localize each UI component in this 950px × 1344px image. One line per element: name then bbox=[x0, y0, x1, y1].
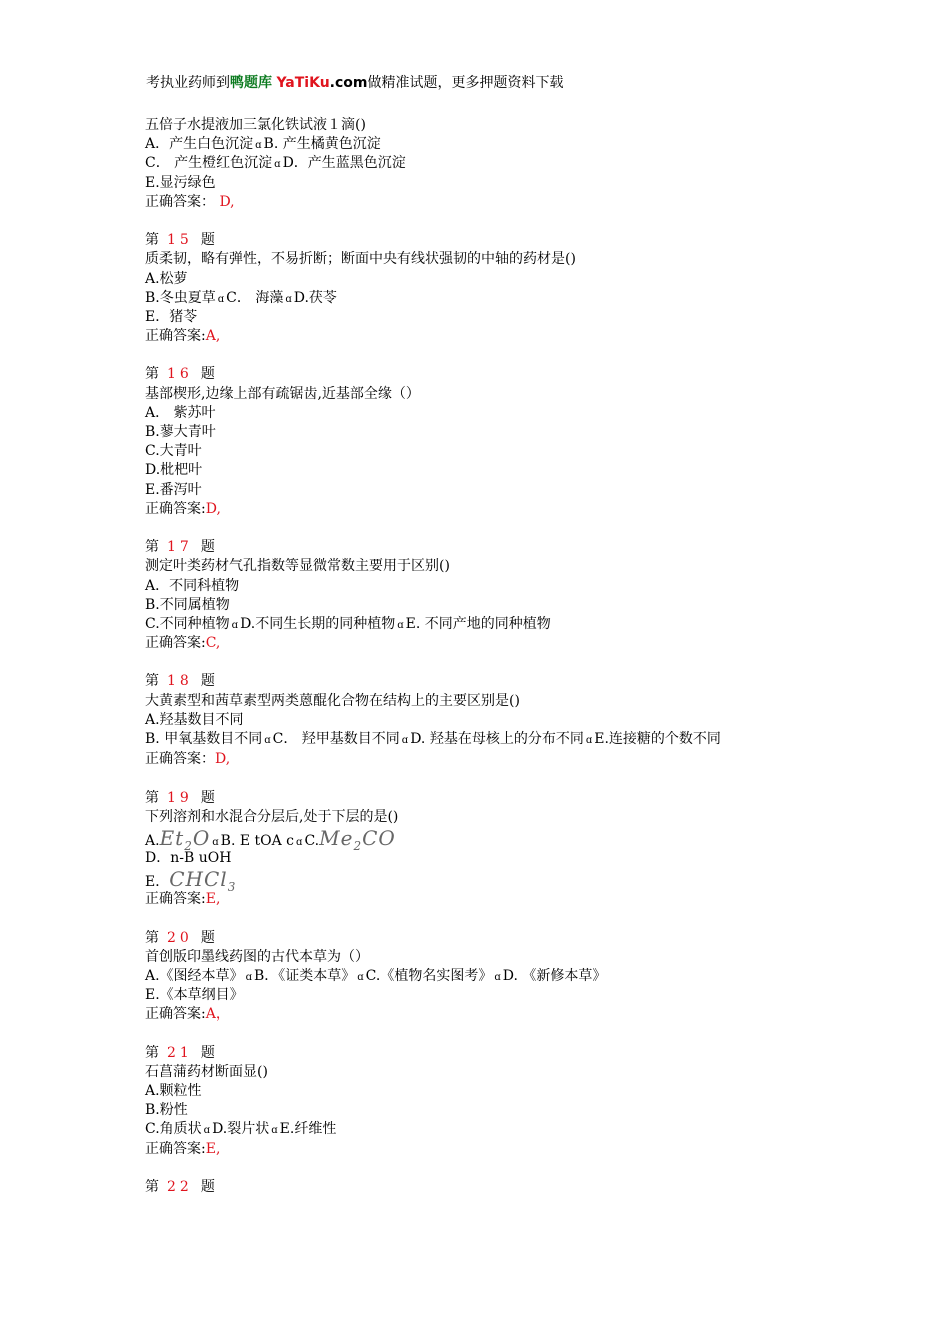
option-line bbox=[145, 289, 825, 308]
answer-label: 正确答案: bbox=[145, 1140, 206, 1157]
title-suffix: 题 bbox=[200, 1044, 215, 1061]
question-stem: 下列溶剂和水混合分层后,处于下层的是() bbox=[145, 808, 399, 825]
brand-domain[interactable]: .com bbox=[329, 75, 368, 91]
question-title bbox=[145, 231, 825, 250]
answer-value: D, bbox=[215, 751, 231, 768]
question-stem: 首创版印墨线药图的古代本草为（） bbox=[145, 948, 369, 965]
option-e: E.《本草纲目》 bbox=[145, 987, 244, 1004]
question-list bbox=[145, 116, 825, 1197]
option-b: B.冬虫夏草 bbox=[145, 289, 216, 306]
separator-glyph: ɑ bbox=[401, 735, 409, 746]
answer-line bbox=[145, 634, 825, 653]
option-line bbox=[145, 867, 825, 895]
title-suffix: 题 bbox=[200, 789, 215, 806]
option-e: E.纤维性 bbox=[279, 1121, 337, 1138]
option-d: D.茯苓 bbox=[293, 289, 337, 306]
title-suffix: 题 bbox=[200, 232, 215, 249]
separator-glyph: ɑ bbox=[271, 1125, 278, 1137]
title-prefix: 第 bbox=[145, 929, 159, 946]
separator-glyph: ɑ bbox=[231, 619, 239, 631]
answer-label: 正确答案: bbox=[145, 635, 206, 652]
question-stem: 石菖蒲药材断面显() bbox=[145, 1063, 268, 1080]
option-d: D.不同生长期的同种植物 bbox=[240, 615, 396, 632]
answer-line bbox=[145, 890, 825, 909]
header-prefix: 考执业药师到 bbox=[146, 75, 230, 91]
answer-value: C, bbox=[205, 635, 221, 652]
option-d: D．n-B uOH bbox=[145, 849, 232, 866]
option-e: E.连接糖的个数不同 bbox=[594, 731, 721, 747]
answer-line bbox=[145, 193, 825, 212]
question-title bbox=[145, 538, 825, 557]
option-a: A.颗粒性 bbox=[145, 1083, 202, 1100]
answer-value: D, bbox=[219, 193, 235, 210]
option-e: E. 不同产地的同种植物 bbox=[405, 615, 551, 632]
separator-glyph: ɑ bbox=[203, 1125, 211, 1137]
separator-glyph: ɑ bbox=[217, 293, 225, 305]
option-b: B.粉性 bbox=[145, 1102, 188, 1119]
option-c: C． 海藻 bbox=[226, 289, 284, 306]
option-d: D. 《新修本草》 bbox=[502, 967, 607, 984]
answer-label: 正确答案: bbox=[145, 328, 206, 345]
title-prefix: 第 bbox=[145, 1044, 159, 1061]
option-b: B.不同属植物 bbox=[145, 596, 230, 613]
question-title bbox=[145, 1178, 825, 1197]
answer-line bbox=[145, 1005, 825, 1024]
title-prefix: 第 bbox=[145, 673, 159, 690]
option-b: B．《证类本草》 bbox=[253, 967, 356, 984]
question-title bbox=[145, 365, 825, 384]
answer-line bbox=[145, 500, 825, 519]
question-number: 17 bbox=[167, 539, 193, 556]
question-number: 15 bbox=[167, 232, 193, 249]
title-suffix: 题 bbox=[200, 673, 215, 690]
option-a-label: A. bbox=[145, 832, 160, 849]
title-prefix: 第 bbox=[145, 232, 159, 249]
title-prefix: 第 bbox=[145, 366, 159, 383]
formula-et2o: $Et_2O$ bbox=[159, 825, 211, 853]
title-prefix: 第 bbox=[145, 789, 159, 806]
option-line bbox=[145, 730, 825, 750]
separator-glyph: ɑ bbox=[285, 293, 292, 305]
separator-glyph: ɑ bbox=[585, 735, 593, 746]
question-stem: 基部楔形,边缘上部有疏锯齿,近基部全缘（） bbox=[145, 385, 420, 402]
question-number: 19 bbox=[167, 789, 193, 806]
answer-value: E, bbox=[205, 1140, 221, 1157]
option-c: C.《植物名实图考》 bbox=[365, 967, 493, 984]
separator-glyph: ɑ bbox=[494, 971, 501, 983]
option-b: B. 产生橘黄色沉淀 bbox=[263, 136, 381, 153]
option-a: A.羟基数目不同 bbox=[145, 711, 244, 728]
option-b: B. E tOA c bbox=[220, 832, 295, 849]
question-title bbox=[145, 929, 825, 948]
title-suffix: 题 bbox=[200, 929, 215, 946]
option-line bbox=[145, 615, 825, 634]
option-c: C.角质状 bbox=[145, 1121, 202, 1138]
question-stem: 大黄素型和茜草素型两类蒽醌化合物在结构上的主要区别是() bbox=[145, 692, 520, 709]
question-number: 22 bbox=[167, 1178, 193, 1195]
option-d: D.裂片状 bbox=[212, 1121, 270, 1138]
separator-glyph: ɑ bbox=[255, 140, 262, 152]
option-a: A.《图经本草》 bbox=[145, 967, 244, 984]
header-suffix: 做精准试题，更多押题资料下载 bbox=[367, 75, 564, 91]
question-stem: 测定叶类药材气孔指数等显微常数主要用于区别() bbox=[145, 558, 450, 575]
question-stem: 五倍子水提液加三氯化铁试液１滴() bbox=[145, 117, 366, 133]
separator-glyph: ɑ bbox=[274, 159, 281, 171]
option-e-label: E． bbox=[145, 874, 170, 891]
answer-value: A， bbox=[205, 1006, 230, 1023]
page-header bbox=[146, 72, 564, 92]
answer-label: 正确答案: bbox=[145, 500, 206, 517]
option-line bbox=[145, 1120, 825, 1139]
formula-chcl3: CHCl$_3$ bbox=[169, 867, 237, 895]
question-number: 16 bbox=[167, 366, 193, 383]
option-a: A．产生白色沉淀 bbox=[145, 136, 254, 153]
answer-value: E, bbox=[205, 891, 221, 908]
answer-line bbox=[145, 750, 825, 769]
separator-glyph: ɑ bbox=[264, 735, 271, 746]
separator-glyph: ɑ bbox=[212, 836, 219, 848]
question-stem: 质柔韧，略有弹性，不易折断；断面中央有线状强韧的中轴的药材是() bbox=[145, 251, 576, 268]
option-line bbox=[145, 825, 825, 853]
option-b: B. 甲氧基数目不同 bbox=[145, 731, 263, 747]
question-number: 20 bbox=[167, 929, 193, 946]
title-suffix: 题 bbox=[200, 366, 215, 383]
separator-glyph: ɑ bbox=[397, 619, 404, 631]
question-number: 21 bbox=[167, 1044, 193, 1061]
answer-line bbox=[145, 1140, 825, 1159]
option-e: E.显污绿色 bbox=[145, 174, 216, 191]
answer-line bbox=[145, 327, 825, 346]
answer-label: 正确答案： bbox=[145, 193, 215, 210]
option-line bbox=[145, 135, 825, 154]
title-prefix: 第 bbox=[145, 539, 159, 556]
separator-glyph: ɑ bbox=[245, 971, 252, 983]
option-c: C.大青叶 bbox=[145, 443, 202, 460]
option-c-label: C. bbox=[304, 832, 320, 849]
question-title bbox=[145, 672, 825, 691]
option-a: A． 紫苏叶 bbox=[145, 404, 216, 421]
option-d: D.枇杷叶 bbox=[145, 462, 203, 479]
title-prefix: 第 bbox=[145, 1178, 159, 1195]
question-title bbox=[145, 1044, 825, 1063]
answer-value: A, bbox=[205, 328, 221, 345]
answer-label: 正确答案: bbox=[145, 891, 206, 908]
answer-label: 正确答案: bbox=[145, 1006, 206, 1023]
brand-name-en[interactable]: YaTiKu bbox=[276, 75, 330, 91]
option-a: A.松萝 bbox=[145, 270, 188, 287]
separator-glyph: ɑ bbox=[357, 971, 364, 983]
option-c: C． 羟甲基数目不同 bbox=[272, 731, 400, 747]
option-e: E．猪苓 bbox=[145, 308, 198, 325]
option-d: D. 羟基在母核上的分布不同 bbox=[410, 731, 584, 747]
option-b: B.蓼大青叶 bbox=[145, 424, 216, 440]
answer-value: D, bbox=[205, 500, 221, 517]
option-line bbox=[145, 967, 825, 986]
option-line bbox=[145, 154, 825, 173]
separator-glyph: ɑ bbox=[296, 836, 303, 848]
answer-label: 正确答案： bbox=[145, 751, 215, 768]
option-d: D．产生蓝黑色沉淀 bbox=[282, 155, 406, 172]
formula-me2co: $Me_2CO$ bbox=[319, 825, 396, 853]
option-e: E.番泻叶 bbox=[145, 481, 202, 498]
brand-name-cn[interactable]: 鸭题库 bbox=[230, 75, 272, 91]
question-number: 18 bbox=[167, 673, 193, 690]
title-suffix: 题 bbox=[200, 539, 215, 556]
option-c: C． 产生橙红色沉淀 bbox=[145, 155, 273, 172]
option-c: C.不同种植物 bbox=[145, 615, 230, 632]
question-title bbox=[145, 789, 825, 808]
title-suffix: 题 bbox=[200, 1178, 215, 1195]
option-a: A．不同科植物 bbox=[145, 577, 240, 594]
